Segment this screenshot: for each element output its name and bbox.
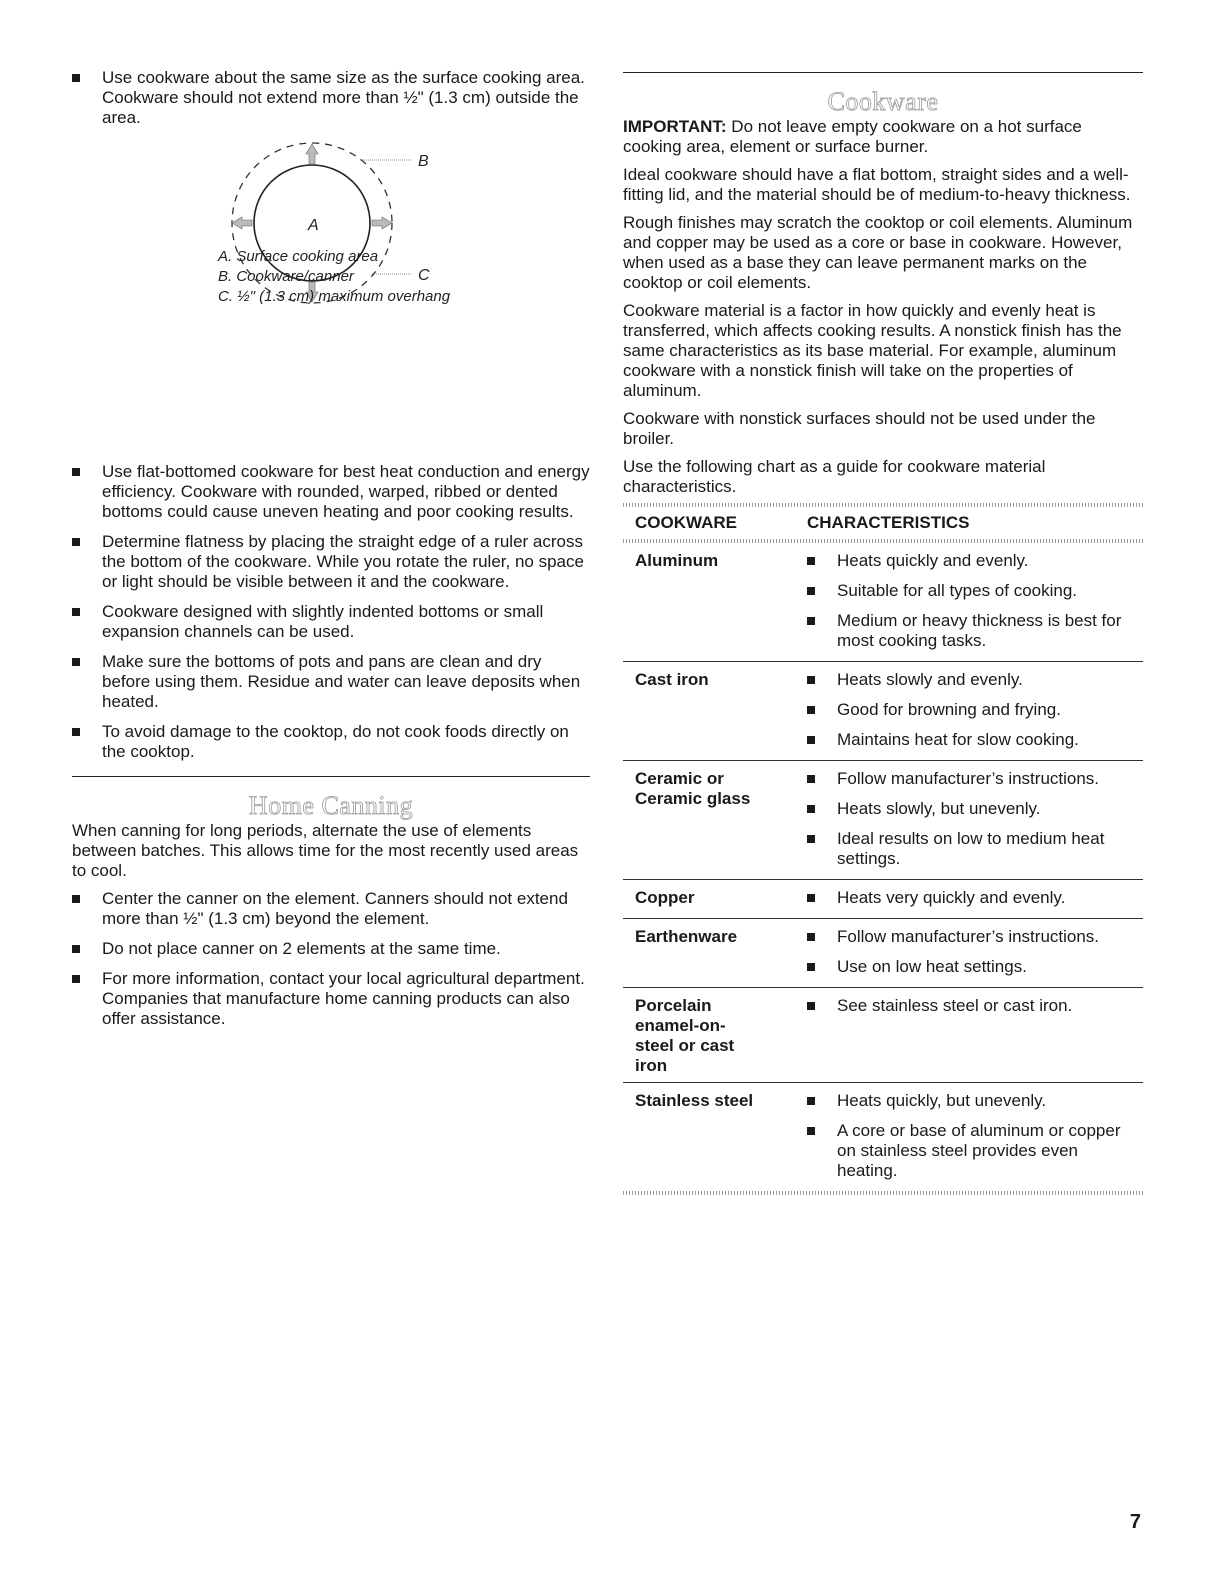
cookware-table [623, 507, 1143, 1191]
bullet-icon [72, 468, 80, 476]
table-header-row [623, 507, 1143, 539]
bullet-icon [807, 706, 815, 714]
characteristics-cell [795, 880, 1143, 919]
home-canning-title: Home Canning [248, 791, 414, 820]
list-item: Determine flatness by placing the straight edge of a ruler across the bottom of the cookware. While you rotate the ruler, no space or light should be visible between it and the cookware. [72, 532, 590, 592]
list-item: Center the canner on the element. Canners should not extend more than ½" (1.3 cm) beyond the element. [72, 889, 590, 929]
flatness-list [72, 462, 590, 762]
list-item: See stainless steel or cast iron. [807, 996, 1143, 1016]
table-row [623, 543, 1143, 662]
bullet-icon [807, 963, 815, 971]
bullet-icon [807, 933, 815, 941]
paragraph: Cookware material is a factor in how quickly and evenly heat is transferred, which affects cooking results. A nonstick finish has the same characteristics as its base material. For example, aluminum cookware with a nonstick finish will take on the properties of aluminum. [623, 301, 1122, 400]
caption-c: C. ½" (1.3 cm) maximum overhang [218, 288, 451, 305]
list-item: Follow manufacturer’s instructions. [807, 927, 1143, 947]
bullet-icon [807, 1097, 815, 1105]
paragraph: Ideal cookware should have a flat bottom, straight sides and a well-fitting lid, and the material should be of medium-to-heavy thickness. [623, 165, 1131, 204]
bullet-icon [807, 587, 815, 595]
material-cell: Earthenware [623, 919, 795, 988]
bullet-icon [72, 74, 80, 82]
material-cell: Ceramic or Ceramic glass [623, 761, 795, 880]
list-item: Heats slowly and evenly. [807, 670, 1143, 690]
bullet-icon [807, 894, 815, 902]
caption-b: B. Cookware/canner [218, 268, 354, 285]
list-item: Heats quickly and evenly. [807, 551, 1143, 571]
bullet-icon [807, 676, 815, 684]
right-column [623, 0, 1143, 1195]
bullet-icon [72, 895, 80, 903]
bullet-icon [807, 835, 815, 843]
important-label: IMPORTANT: [623, 117, 727, 136]
bullet-icon [72, 728, 80, 736]
home-canning-intro: When canning for long periods, alternate the use of elements between batches. This allows time for the most recently used areas to cool. [72, 821, 579, 880]
bullet-icon [72, 975, 80, 983]
bullet-icon [72, 608, 80, 616]
characteristics-cell [795, 543, 1143, 662]
bullet-icon [807, 1002, 815, 1010]
material-cell: Copper [623, 880, 795, 919]
list-item: Medium or heavy thickness is best for most cooking tasks. [807, 611, 1143, 651]
important-note [623, 117, 1143, 157]
list-item: Maintains heat for slow cooking. [807, 730, 1143, 750]
bullet-icon [72, 538, 80, 546]
table-row [623, 919, 1143, 988]
table-row [623, 761, 1143, 880]
important-text: Do not leave empty cookware on a hot surface cooking area, element or surface burner. [623, 117, 1082, 156]
bullet-icon [807, 617, 815, 625]
list-item: Use flat-bottomed cookware for best heat conduction and energy efficiency. Cookware with rounded, warped, ribbed or dented bottoms could cause uneven heating and poor cooking results. [72, 462, 590, 522]
table-row [623, 988, 1143, 1083]
list-item: Suitable for all types of cooking. [807, 581, 1143, 601]
paragraph: Rough finishes may scratch the cooktop or coil elements. Aluminum and copper may be used as a core or base in cookware. However, when used as a base they can leave permanent marks on the cooktop or coil elements. [623, 213, 1133, 292]
characteristics-cell [795, 919, 1143, 988]
material-cell: Aluminum [623, 543, 795, 662]
cookware-size-list [72, 68, 590, 128]
header-cookware: COOKWARE [635, 513, 737, 532]
home-canning-list [72, 889, 590, 1029]
bullet-icon [72, 658, 80, 666]
bullet-icon [72, 945, 80, 953]
label-c: C [418, 267, 430, 284]
list-item: Heats slowly, but unevenly. [807, 799, 1143, 819]
material-cell: Porcelain enamel-on-steel or cast iron [623, 988, 795, 1083]
list-item: Heats very quickly and evenly. [807, 888, 1143, 908]
list-item: Ideal results on low to medium heat settings. [807, 829, 1143, 869]
list-item: Make sure the bottoms of pots and pans are clean and dry before using them. Residue and water can leave deposits when heated. [72, 652, 590, 712]
characteristics-cell [795, 1083, 1143, 1192]
caption-a: A. Surface cooking area [218, 248, 379, 265]
header-characteristics: CHARACTERISTICS [807, 513, 970, 532]
bullet-icon [807, 805, 815, 813]
section-divider [623, 72, 1143, 73]
left-column [72, 0, 590, 1039]
bullet-icon [807, 775, 815, 783]
cookware-title: Cookware [827, 87, 939, 116]
material-cell: Cast iron [623, 662, 795, 761]
characteristics-cell [795, 761, 1143, 880]
paragraph: Cookware with nonstick surfaces should not be used under the broiler. [623, 409, 1096, 448]
list-item: To avoid damage to the cooktop, do not cook foods directly on the cooktop. [72, 722, 590, 762]
list-item: Follow manufacturer’s instructions. [807, 769, 1143, 789]
characteristics-cell [795, 662, 1143, 761]
label-b: B [418, 153, 429, 170]
list-item: A core or base of aluminum or copper on stainless steel provides even heating. [807, 1121, 1143, 1181]
list-item: Use cookware about the same size as the surface cooking area. Cookware should not extend more than ½" (1.3 cm) outside the area. [72, 68, 590, 128]
table-row [623, 880, 1143, 919]
table-row [623, 1083, 1143, 1192]
list-item: Cookware designed with slightly indented bottoms or small expansion channels can be used. [72, 602, 590, 642]
list-item: Good for browning and frying. [807, 700, 1143, 720]
table-bottom-border [623, 1191, 1143, 1195]
page-number: 7 [1129, 1511, 1141, 1533]
list-item: Heats quickly, but unevenly. [807, 1091, 1143, 1111]
bullet-icon [807, 736, 815, 744]
characteristics-cell [795, 988, 1143, 1083]
bullet-icon [807, 557, 815, 565]
section-divider [72, 776, 590, 777]
list-item: Use on low heat settings. [807, 957, 1143, 977]
material-cell: Stainless steel [635, 1091, 754, 1110]
table-row [623, 662, 1143, 761]
paragraph: Use the following chart as a guide for cookware material characteristics. [623, 457, 1046, 496]
label-a: A [308, 217, 319, 234]
list-item: Do not place canner on 2 elements at the same time. [72, 939, 590, 959]
diagram-caption [218, 247, 450, 307]
list-item: For more information, contact your local agricultural department. Companies that manufacture home canning products can also offer assistance. [72, 969, 590, 1029]
bullet-icon [807, 1127, 815, 1135]
